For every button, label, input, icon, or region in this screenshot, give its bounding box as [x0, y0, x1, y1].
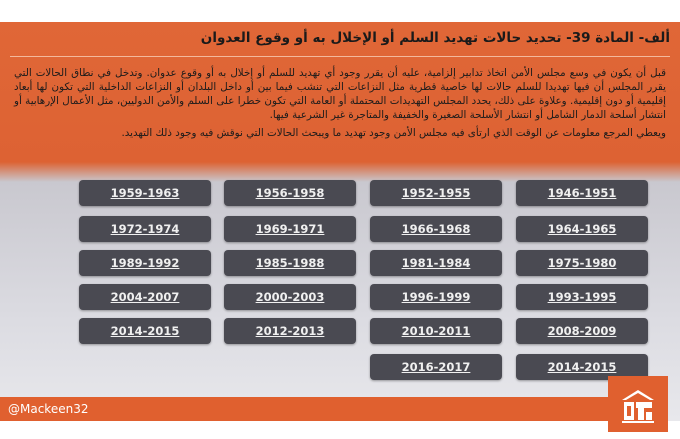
title-divider	[10, 56, 670, 57]
period-button-1975-1980[interactable]: 1975-1980	[516, 250, 648, 276]
description-paragraph-2: ويعطي المرجع معلومات عن الوقت الذي ارتأى فيه مجلس الأمن وجود تهديد ما ويبحث الحالات التي نوقش فيه وجود ذلك التهديد.	[121, 127, 666, 139]
period-button-2016-2017[interactable]: 2016-2017	[370, 354, 502, 380]
period-button-1996-1999[interactable]: 1996-1999	[370, 284, 502, 310]
period-button-1952-1955[interactable]: 1952-1955	[370, 180, 502, 206]
period-button-1969-1971[interactable]: 1969-1971	[224, 216, 356, 242]
period-button-1956-1958[interactable]: 1956-1958	[224, 180, 356, 206]
logo-icon	[616, 382, 660, 426]
footer-bar	[0, 397, 608, 421]
account-handle: @Mackeen32	[8, 402, 89, 416]
period-button-1959-1963[interactable]: 1959-1963	[79, 180, 211, 206]
period-button-1981-1984[interactable]: 1981-1984	[370, 250, 502, 276]
period-button-2012-2013[interactable]: 2012-2013	[224, 318, 356, 344]
description-paragraph-1: قبل أن يكون في وسع مجلس الأمن اتخاذ تدابير إلزامية، عليه أن يقرر وجود أي تهديد للسلم أو إخلال به أو وقوع عدوان. وتدخل في نطاق الحالات التي يقرر المجلس أن فيها تهديدا للسلم حالات لها خاصية قطرية مثل النزاعات التي تنشب فيما بين أو داخل البلدان أو النزاعات الداخلية التي تكون لها أبعاد إقليمية أو دون إقليمية. وعلاوة على ذلك، يحدد المجلس التهديدات المحتملة أو العامة التي تكون خطرا على السلم والأمن الدوليين، مثل الأعمال الإرهابية أو انتشار أسلحة الدمار الشامل أو انتشار الأسلحة الصغيرة والخفيفة والمتاجرة غير الشرعية فيها.	[14, 67, 666, 121]
period-button-2010-2011[interactable]: 2010-2011	[370, 318, 502, 344]
content-panel	[0, 22, 680, 421]
period-button-1985-1988[interactable]: 1985-1988	[224, 250, 356, 276]
period-button-1993-1995[interactable]: 1993-1995	[516, 284, 648, 310]
period-button-1964-1965[interactable]: 1964-1965	[516, 216, 648, 242]
period-button-1966-1968[interactable]: 1966-1968	[370, 216, 502, 242]
brand-logo	[608, 376, 668, 432]
period-button-2004-2007[interactable]: 2004-2007	[79, 284, 211, 310]
period-button-2014-2015-col4[interactable]: 2014-2015	[79, 318, 211, 344]
period-button-1989-1992[interactable]: 1989-1992	[79, 250, 211, 276]
period-button-1972-1974[interactable]: 1972-1974	[79, 216, 211, 242]
page-title: ألف- المادة 39- تحديد حالات تهديد السلم أو الإخلال به أو وقوع العدوان	[200, 30, 670, 46]
period-button-1946-1951[interactable]: 1946-1951	[516, 180, 648, 206]
period-button-2008-2009[interactable]: 2008-2009	[516, 318, 648, 344]
period-button-2014-2015-col1[interactable]: 2014-2015	[516, 354, 648, 380]
description-text	[14, 66, 666, 140]
period-button-2000-2003[interactable]: 2000-2003	[224, 284, 356, 310]
